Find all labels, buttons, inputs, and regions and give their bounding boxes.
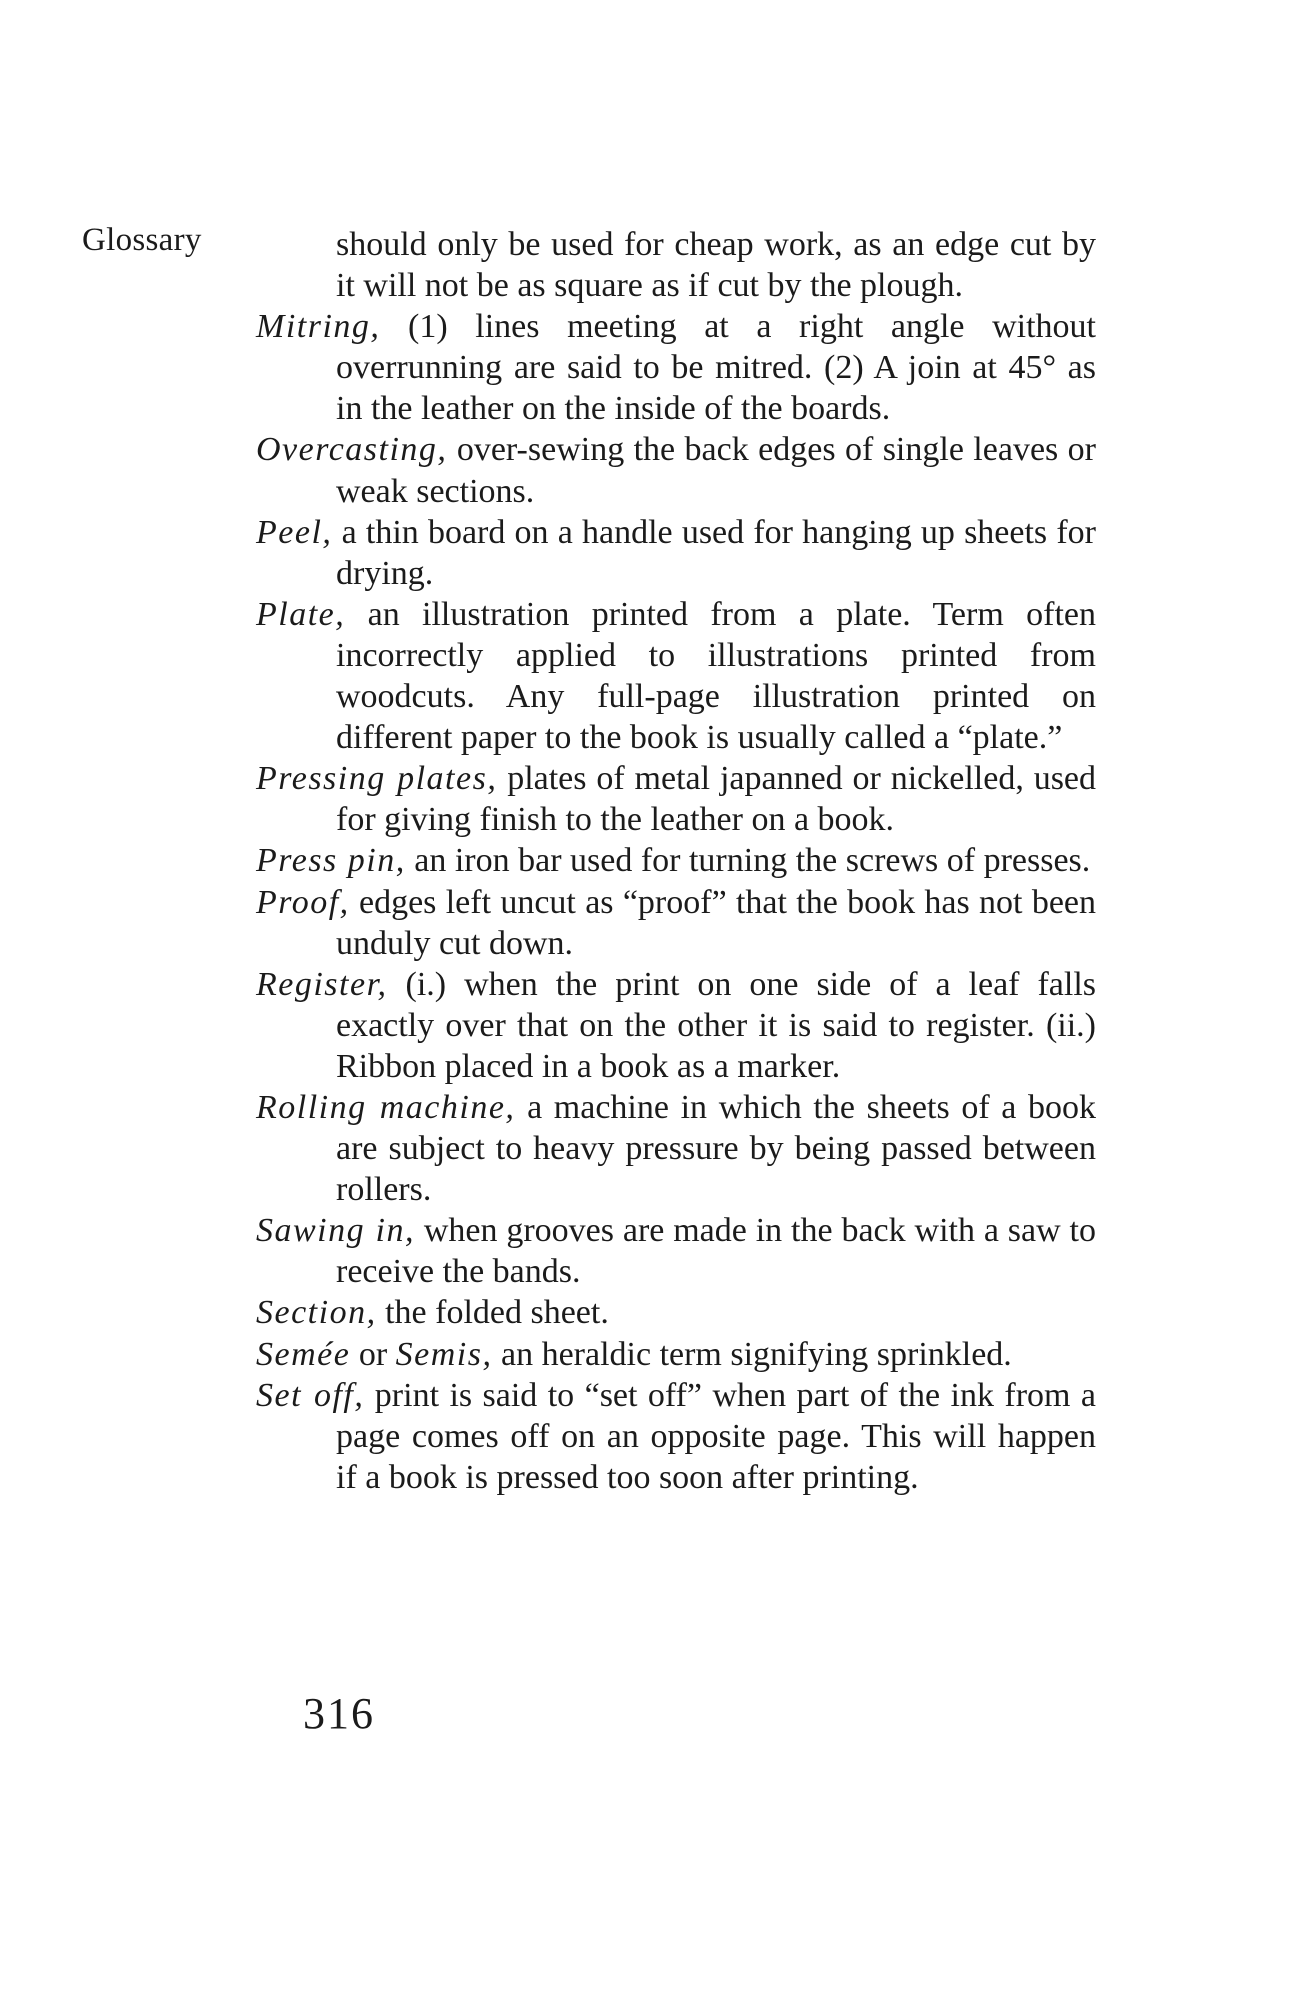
glossary-entry-semee [256, 1334, 1096, 1375]
entry-term: Press pin, [256, 842, 406, 880]
glossary-entry-overcasting [256, 429, 1096, 511]
glossary-entry-sawing-in [256, 1210, 1096, 1292]
entry-term: Mitring, [256, 308, 381, 346]
entry-definition: the folded sheet. [385, 1294, 609, 1332]
entry-definition: (1) lines meeting at a right angle without overrunning are said to be mitred. (2) A join at 45° as in the leather on the inside of the boards. [336, 308, 1096, 428]
entry-term: Section, [256, 1294, 377, 1332]
entry-definition: plates of metal japanned or nickelled, used for giving finish to the leather on a book. [336, 760, 1097, 839]
glossary-entry-rolling-machine [256, 1087, 1096, 1210]
entry-definition: when grooves are made in the back with a saw to receive the bands. [336, 1212, 1096, 1291]
entry-term-alternate: Semis, [395, 1335, 493, 1373]
glossary-entry-press-pin [256, 840, 1096, 881]
entry-term: Overcasting, [256, 431, 448, 469]
entry-term: Register, [256, 965, 388, 1003]
running-head: Glossary [82, 222, 202, 258]
entry-term: Rolling machine, [256, 1088, 516, 1126]
entry-definition: an iron bar used for turning the screws of presses. [414, 842, 1091, 880]
entry-definition: a machine in which the sheets of a book are subject to heavy pressure by being passed between rollers. [336, 1088, 1096, 1209]
entry-term: Proof, [256, 883, 350, 921]
entry-term: Pressing plates, [256, 760, 498, 798]
entry-definition: print is said to “set off” when part of the ink from a page comes off on an opposite page. This will happen if a book is pressed too soon after printing. [336, 1376, 1096, 1496]
entry-definition: an heraldic term signifying sprinkled. [500, 1335, 1012, 1373]
entry-definition: an illustration printed from a plate. Term often incorrectly applied to illustrations printed from woodcuts. Any full-page illustration printed on different paper to the book is usually called a “plate.” [336, 595, 1096, 757]
entry-term: Plate, [256, 595, 346, 633]
entry-connector: or [358, 1335, 388, 1373]
glossary-entry-section [256, 1292, 1096, 1333]
glossary-entry-register [256, 964, 1096, 1087]
entry-term: Semée [256, 1335, 351, 1373]
glossary-entry-proof [256, 882, 1096, 964]
entry-definition: edges left uncut as “proof” that the book has not been unduly cut down. [336, 883, 1096, 962]
glossary-text [256, 224, 1096, 1498]
entry-definition: should only be used for cheap work, as an edge cut by it will not be as square as if cut by the plough. [336, 226, 1096, 305]
entry-term: Sawing in, [256, 1212, 415, 1250]
glossary-entry-continued [256, 224, 1096, 306]
entry-definition: over-sewing the back edges of single leaves or weak sections. [336, 431, 1096, 510]
page-number: 316 [303, 1689, 375, 1738]
entry-definition: (i.) when the print on one side of a leaf falls exactly over that on the other it is said to register. (ii.) Ribbon placed in a book as a marker. [336, 965, 1097, 1085]
glossary-entry-set-off [256, 1375, 1096, 1498]
glossary-entry-pressing-plates [256, 758, 1096, 840]
glossary-entry-peel [256, 512, 1096, 594]
entry-definition: a thin board on a handle used for hanging up sheets for drying. [336, 513, 1096, 592]
glossary-entry-mitring [256, 306, 1096, 429]
entry-term: Peel, [256, 513, 333, 551]
entry-term: Set off, [256, 1376, 365, 1414]
glossary-entry-plate [256, 594, 1096, 758]
